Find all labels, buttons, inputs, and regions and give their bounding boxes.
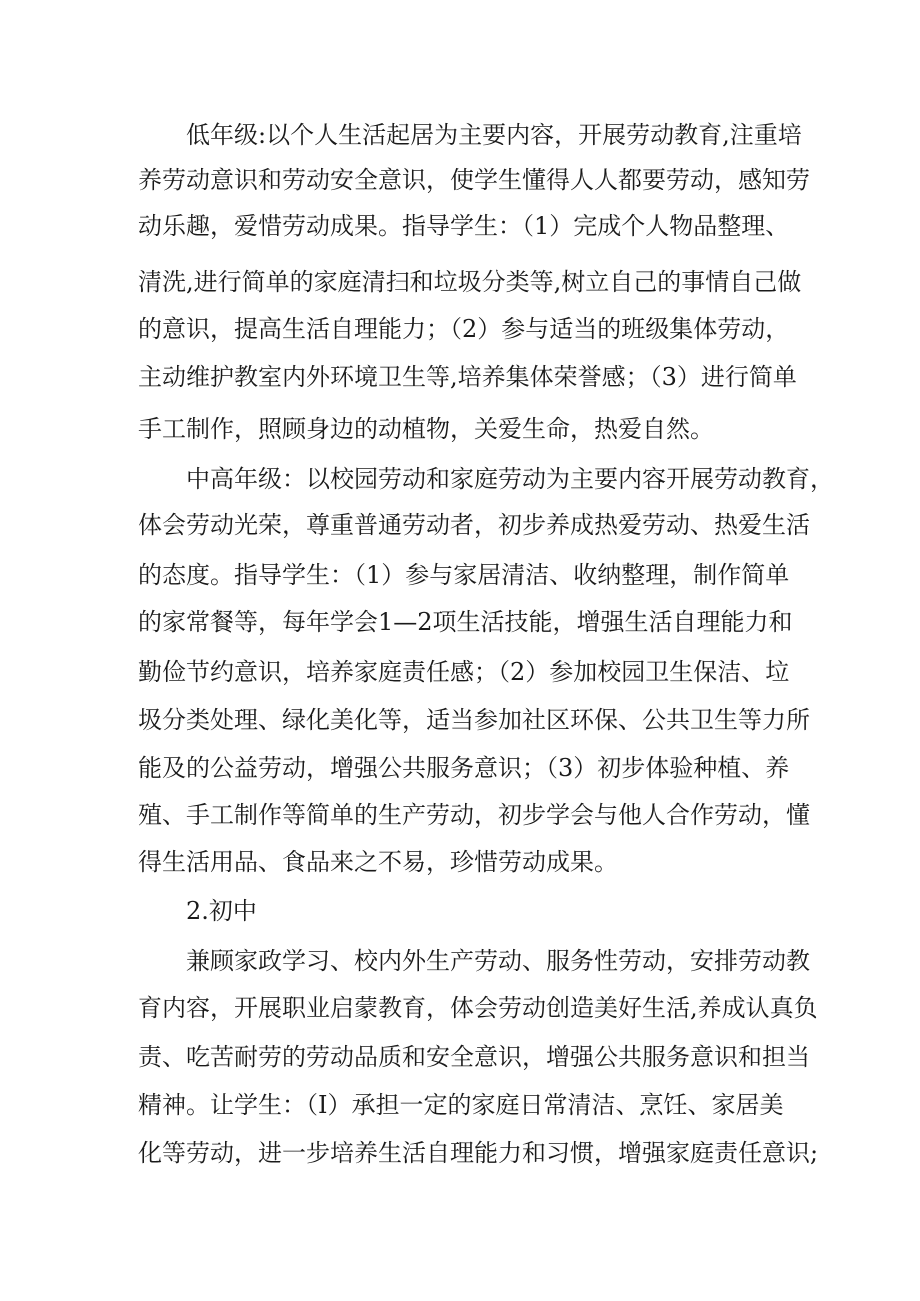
paragraph-junior-high-line-4: 精神。让学生：（I）承担一定的家庭日常清洁、烹饪、家居美	[138, 1091, 784, 1119]
section-heading-junior-high: 2.初中	[186, 897, 257, 925]
paragraph-low-grade-line-7: 手工制作，照顾身边的动植物，关爱生命，热爱自然。	[138, 415, 714, 443]
paragraph-low-grade-line-3: 动乐趣，爱惜劳动成果。指导学生：（1）完成个人物品整理、	[138, 212, 790, 240]
paragraph-mid-high-grade-line-3: 的态度。指导学生：（1）参与家居清洁、收纳整理，制作简单	[138, 561, 790, 589]
paragraph-mid-high-grade-line-5: 勤俭节约意识，培养家庭责任感；（2）参加校园卫生保洁、垃	[138, 658, 790, 686]
paragraph-low-grade-line-2: 养劳动意识和劳动安全意识，使学生懂得人人都要劳动，感知劳	[138, 166, 810, 194]
paragraph-low-grade-line-6: 主动维护教室内外环境卫生等,培养集体荣誉感；（3）进行简单	[138, 363, 797, 391]
paragraph-low-grade-line-4: 清洗,进行简单的家庭清扫和垃圾分类等,树立自己的事情自己做	[138, 268, 802, 296]
paragraph-junior-high-line-1: 兼顾家政学习、校内外生产劳动、服务性劳动，安排劳动教	[186, 947, 810, 975]
paragraph-mid-high-grade-line-1: 中高年级：以校园劳动和家庭劳动为主要内容开展劳动教育，	[186, 465, 834, 493]
paragraph-junior-high-line-3: 责、吃苦耐劳的劳动品质和安全意识，增强公共服务意识和担当	[138, 1043, 810, 1071]
paragraph-junior-high-line-5: 化等劳动，进一步培养生活自理能力和习惯，增强家庭责任意识;	[138, 1139, 819, 1167]
paragraph-mid-high-grade-line-2: 体会劳动光荣，尊重普通劳动者，初步养成热爱劳动、热爱生活	[138, 511, 810, 539]
paragraph-mid-high-grade-line-6: 圾分类处理、绿化美化等，适当参加社区环保、公共卫生等力所	[138, 706, 810, 734]
paragraph-mid-high-grade-line-7: 能及的公益劳动，增强公共服务意识；（3）初步体验种植、养	[138, 754, 790, 782]
paragraph-junior-high-line-2: 育内容，开展职业启蒙教育，体会劳动创造美好生活,养成认真负	[138, 994, 818, 1022]
paragraph-low-grade-line-5: 的意识，提高生活自理能力；（2）参与适当的班级集体劳动，	[138, 315, 790, 343]
paragraph-mid-high-grade-line-4: 的家常餐等，每年学会1—2项生活技能，增强生活自理能力和	[138, 608, 793, 636]
paragraph-mid-high-grade-line-8: 殖、手工制作等简单的生产劳动，初步学会与他人合作劳动，懂	[138, 801, 810, 829]
paragraph-low-grade-line-1: 低年级:以个人生活起居为主要内容，开展劳动教育,注重培	[186, 121, 802, 149]
paragraph-mid-high-grade-line-9: 得生活用品、食品来之不易，珍惜劳动成果。	[138, 848, 618, 876]
